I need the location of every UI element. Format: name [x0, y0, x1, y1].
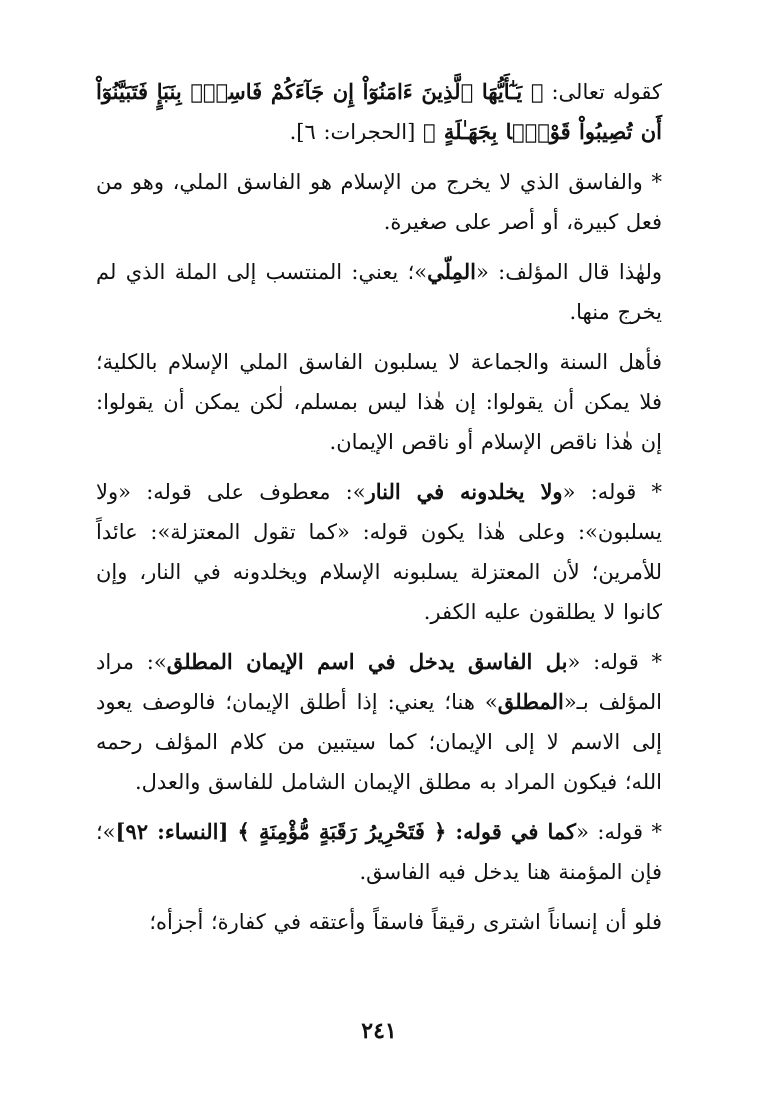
paragraph-text: * قوله: «: [576, 820, 663, 844]
paragraph-text: »؛ فإن المؤمنة هنا يدخل فيه الفاسق.: [96, 820, 662, 884]
verse-reference: [النساء: ٩٢]: [115, 819, 238, 844]
bold-term: المِلّي: [427, 259, 476, 284]
quran-verse: ﴿ يَـٰٓأَيُّهَا ٱلَّذِينَ ءَامَنُوٓاْ إِن جَآءَكُمْ فَاسِقُۢ بِنَبَإٍ فَتَبَيَّنُوٓاْ أَن تُصِيبُواْ قَوْمًۢا بِجَهَـٰلَةٍ ﴾: [96, 79, 662, 144]
paragraph-text: » هنا؛ يعني: إذا أطلق الإيمان؛ فالوصف يعود إلى الاسم لا إلى الإيمان؛ كما سيتبين من كلام المؤلف رحمه الله؛ فيكون المراد به مطلق الإيمان الشامل للفاسق والعدل.: [96, 690, 662, 794]
paragraph-text: * قوله: «: [562, 480, 662, 504]
paragraph-milli: [96, 252, 662, 332]
paragraph-ahl-sunnah: فأهل السنة والجماعة لا يسلبون الفاسق الملي الإسلام بالكلية؛ فلا يمكن أن يقولوا: إن هٰذا ليس بمسلم، لٰكن يمكن أن يقولوا: إن هٰذا ناقص الإسلام أو ناقص الإيمان.: [96, 350, 662, 454]
page-number: ٢٤١: [361, 1018, 397, 1044]
bold-quote: كما في قوله:: [446, 819, 577, 844]
paragraph-quran-citation: [96, 72, 662, 152]
paragraph-kaffara: فلو أن إنساناً اشترى رقيقاً فاسقاً وأعتقه في كفارة؛ أجزأه؛: [149, 910, 662, 934]
paragraph-tahrir-raqaba: [96, 812, 662, 892]
paragraph-text: ولهٰذا قال المؤلف: «: [475, 260, 662, 284]
bold-quote: ولا يخلدونه في النار: [365, 479, 563, 504]
paragraph-text: * قوله: «: [567, 650, 662, 674]
paragraph-fasiq-definition: * والفاسق الذي لا يخرج من الإسلام هو الفاسق الملي، وهو من فعل كبيرة، أو أصر على صغيرة.: [96, 170, 662, 234]
paragraph-text: »: مراد المؤلف بـ«: [96, 650, 662, 714]
verse-reference: [الحجرات: ٦].: [289, 120, 423, 144]
paragraph-text: »: معطوف على قوله: «ولا يسلبون»: وعلى هٰذا يكون قوله: «كما تقول المعتزلة»: عائداً للأمرين؛ لأن المعتزلة يسلبونه الإسلام ويخلدونه في النار، وإن كانوا لا يطلقون عليه الكفر.: [96, 480, 662, 624]
quran-verse: ﴿ فَتَحْرِيرُ رَقَبَةٍ مُّؤْمِنَةٍ ﴾: [237, 819, 447, 844]
bold-term: المطلق: [497, 689, 564, 714]
paragraph-iman-mutlaq: [96, 642, 662, 802]
paragraph-la-yukhalladun: [96, 472, 662, 632]
paragraph-text: »؛ يعني: المنتسب إلى الملة الذي لم يخرج منها.: [96, 260, 662, 324]
paragraph-text: كقوله تعالى:: [543, 80, 662, 104]
bold-quote: بل الفاسق يدخل في اسم الإيمان المطلق: [166, 649, 568, 674]
